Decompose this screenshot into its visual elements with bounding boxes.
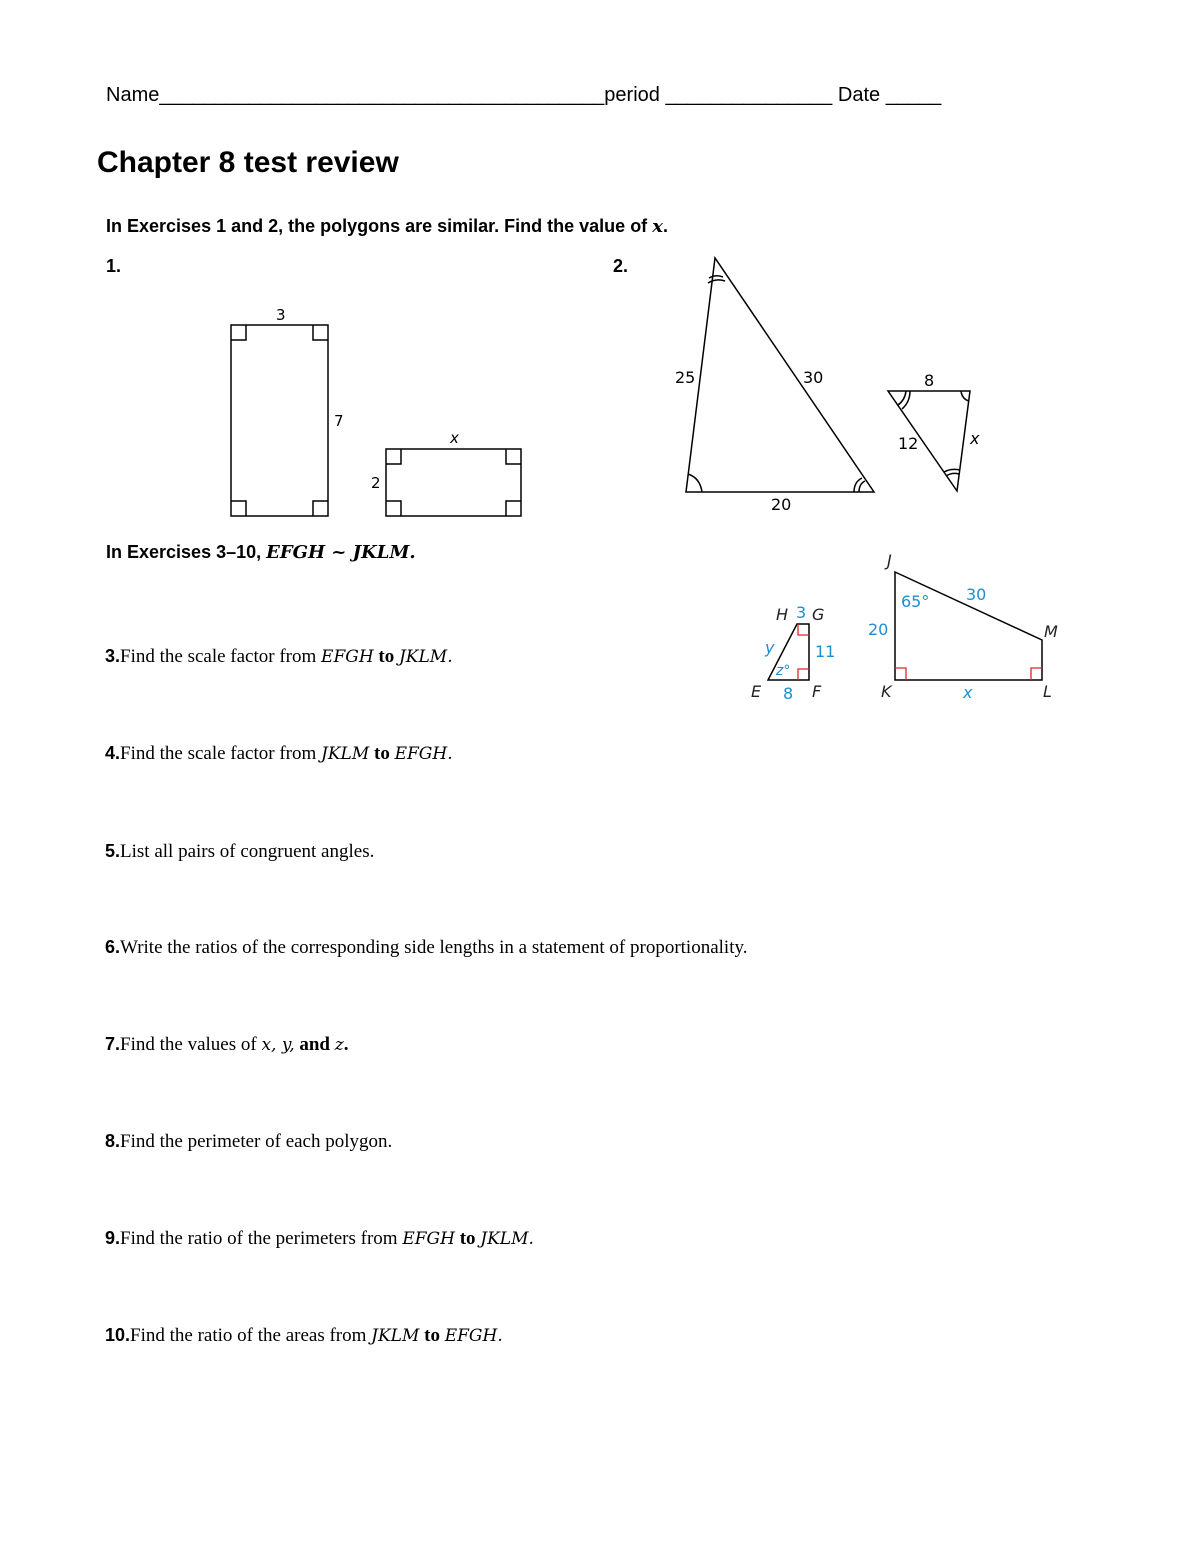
small-right-angle-g bbox=[798, 624, 809, 635]
small-rect-top-label: x bbox=[450, 429, 459, 447]
small-angle-label: z° bbox=[776, 663, 791, 679]
page-title: Chapter 8 test review bbox=[97, 146, 399, 179]
big-triangle-left-label: 25 bbox=[675, 368, 696, 387]
big-angle-label: 65° bbox=[901, 592, 930, 611]
question-3 bbox=[105, 646, 453, 668]
vertex-f-label: F bbox=[812, 682, 822, 701]
instruction-var: x bbox=[652, 216, 663, 237]
question-number: 10. bbox=[105, 1325, 131, 1345]
small-triangle-left-arc-1 bbox=[898, 391, 906, 405]
period-blank[interactable]: _______________ bbox=[665, 84, 833, 106]
question-text: List all pairs of congruent angles. bbox=[120, 841, 375, 862]
vertex-e-label: E bbox=[751, 682, 762, 701]
question-number: 8. bbox=[105, 1131, 121, 1151]
question-text: Find the ratio of the areas from bbox=[130, 1325, 372, 1346]
big-bottom-label: x bbox=[963, 683, 973, 702]
question-text: to bbox=[419, 1325, 445, 1346]
question-4 bbox=[105, 743, 453, 765]
small-left-label: y bbox=[765, 638, 775, 657]
question-text: Find the perimeter of each polygon. bbox=[120, 1131, 393, 1152]
question-text: Write the ratios of the corresponding side lengths in a statement of proportionality. bbox=[120, 937, 748, 958]
period-label: period bbox=[604, 84, 660, 106]
question-text: Find the scale factor from bbox=[120, 743, 322, 764]
question-math: x, y, bbox=[261, 1035, 295, 1055]
question-math: JKLM bbox=[321, 744, 370, 764]
vertex-k-label: K bbox=[881, 682, 892, 701]
big-triangle-left-arc bbox=[688, 474, 702, 492]
vertex-h-label: H bbox=[776, 605, 789, 624]
question-math: JKLM bbox=[480, 1229, 529, 1249]
small-right-label: 11 bbox=[815, 642, 836, 661]
small-top-label: 3 bbox=[796, 603, 807, 622]
question-number: 7. bbox=[105, 1034, 121, 1054]
big-rectangle-right-angles bbox=[231, 325, 328, 516]
question-9 bbox=[105, 1228, 534, 1250]
vertex-m-label: M bbox=[1044, 622, 1058, 641]
question-text: Find the values of bbox=[120, 1034, 262, 1055]
small-rect-side-label: 2 bbox=[371, 474, 381, 492]
question-math: . bbox=[447, 647, 453, 667]
big-rectangle bbox=[231, 325, 328, 516]
section1-instruction bbox=[106, 216, 668, 237]
question-text: and bbox=[294, 1034, 335, 1055]
question-10 bbox=[105, 1325, 503, 1347]
question-text: Find the ratio of the perimeters from bbox=[120, 1228, 403, 1249]
small-rectangle bbox=[386, 449, 521, 516]
big-triangle-right-arc-2 bbox=[859, 481, 865, 492]
small-triangle-left-label: 12 bbox=[898, 434, 919, 453]
vertex-l-label: L bbox=[1043, 682, 1052, 701]
instruction2-text: In Exercises 3–10, bbox=[106, 542, 262, 562]
big-rect-side-label: 7 bbox=[334, 412, 344, 430]
question-math: . bbox=[447, 744, 453, 764]
question-math: . bbox=[497, 1326, 503, 1346]
question-math: . bbox=[528, 1229, 534, 1249]
small-bottom-label: 8 bbox=[783, 684, 794, 703]
question-number: 5. bbox=[105, 841, 121, 861]
question-math: EFGH bbox=[321, 647, 374, 667]
vertex-j-label: J bbox=[887, 551, 892, 570]
name-label: Name bbox=[106, 84, 160, 106]
big-triangle-bottom-label: 20 bbox=[771, 495, 792, 514]
exercise-2-label: 2. bbox=[613, 256, 629, 276]
question-7 bbox=[105, 1034, 348, 1056]
big-triangle-apex-arc-2 bbox=[708, 280, 725, 283]
small-rectangle-right-angles bbox=[386, 449, 521, 516]
name-blank[interactable]: ________________________________________ bbox=[159, 84, 605, 106]
question-text: Find the scale factor from bbox=[120, 646, 322, 667]
big-left-label: 20 bbox=[868, 620, 889, 639]
big-triangle-apex-arc-1 bbox=[709, 276, 723, 278]
big-top-label: 30 bbox=[966, 585, 987, 604]
figure-trapezoids bbox=[745, 548, 1075, 708]
figure-triangles bbox=[670, 250, 1000, 520]
question-math: EFGH bbox=[394, 744, 448, 764]
instruction-end: . bbox=[662, 216, 668, 236]
question-text: to bbox=[369, 743, 395, 764]
header-line bbox=[106, 84, 941, 107]
big-triangle-right-label: 30 bbox=[803, 368, 824, 387]
question-number: 6. bbox=[105, 937, 121, 957]
vertex-g-label: G bbox=[812, 605, 825, 624]
small-triangle-right-label: x bbox=[970, 429, 980, 448]
big-right-angle-l bbox=[1031, 668, 1042, 680]
small-triangle-right-arc bbox=[961, 391, 969, 401]
instruction2-end: . bbox=[409, 542, 416, 563]
big-triangle bbox=[686, 258, 874, 492]
question-number: 3. bbox=[105, 646, 121, 666]
small-triangle-top-label: 8 bbox=[924, 371, 935, 390]
instruction-text: In Exercises 1 and 2, the polygons are similar. Find the value of bbox=[106, 216, 648, 236]
big-right-angle-k bbox=[895, 668, 906, 680]
small-right-angle-f bbox=[798, 669, 809, 680]
small-triangle-bottom-arc-2 bbox=[946, 473, 959, 476]
date-blank[interactable]: _____ bbox=[885, 84, 942, 106]
question-number: 4. bbox=[105, 743, 121, 763]
exercise-1-label: 1. bbox=[106, 256, 122, 276]
question-text: to bbox=[454, 1228, 481, 1249]
question-6 bbox=[105, 937, 748, 959]
question-math: EFGH bbox=[402, 1229, 455, 1249]
question-number: 9. bbox=[105, 1228, 121, 1248]
section2-instruction bbox=[106, 542, 416, 563]
small-triangle-bottom-arc-1 bbox=[944, 469, 960, 472]
question-text: . bbox=[343, 1034, 349, 1055]
big-rect-top-label: 3 bbox=[276, 306, 286, 324]
question-text: to bbox=[373, 646, 399, 667]
question-8 bbox=[105, 1131, 392, 1153]
question-math: JKLM bbox=[398, 647, 448, 667]
question-math: JKLM bbox=[371, 1326, 420, 1346]
figure-rectangles bbox=[210, 295, 540, 530]
question-5 bbox=[105, 841, 374, 863]
instruction2-math: EFGH ~ JKLM bbox=[266, 542, 410, 563]
question-math: EFGH bbox=[444, 1326, 498, 1346]
question-math: z bbox=[334, 1035, 344, 1055]
date-label: Date bbox=[837, 84, 881, 106]
